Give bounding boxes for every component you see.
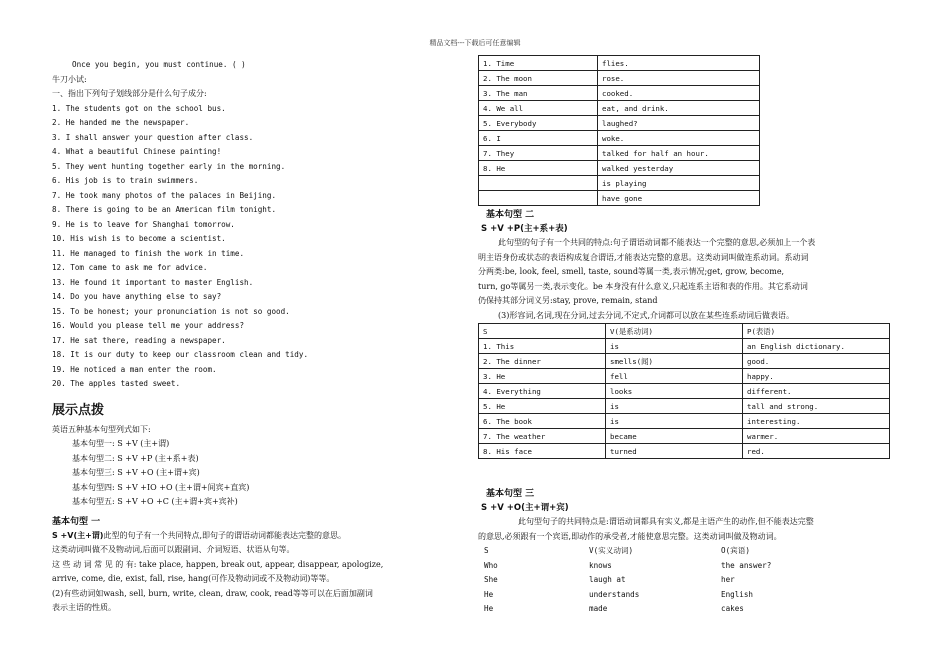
quiz-item: 4. What a beautiful Chinese painting! xyxy=(52,147,222,156)
pattern2-line: 分两类:be, look, feel, smell, taste, sound等属一类,表示情况;get, grow, become, xyxy=(478,267,785,276)
grid-cell: knows xyxy=(589,560,612,570)
table-cell: 3. He xyxy=(479,369,606,384)
quiz-list xyxy=(52,102,470,392)
quiz-item: 17. He sat there, reading a newspaper. xyxy=(52,335,226,345)
pattern3-line: 的意思,必须跟有一个宾语,即动作的承受者,才能使意思完整。这类动词叫做及物动词。 xyxy=(478,531,782,541)
table-cell: warmer. xyxy=(743,429,890,444)
quiz-item: 7. He took many photos of the palaces in Beijing. xyxy=(52,190,277,200)
pattern2-table xyxy=(478,323,890,459)
quiz-item: 1. The students got on the school bus. xyxy=(52,103,226,113)
pattern1-line: 表示主语的性质。 xyxy=(52,603,116,612)
pattern1-desc: 此型的句子有一个共同特点,即句子的谓语动词都能表达完整的意思。 xyxy=(103,530,347,540)
table-cell: 3. The man xyxy=(479,86,598,101)
pattern1-table xyxy=(478,55,760,206)
table-header-cell: P(表语) xyxy=(743,324,890,339)
grid-cell: Who xyxy=(484,560,498,570)
table-cell: an English dictionary. xyxy=(743,339,890,354)
grid-cell: the answer? xyxy=(721,560,772,570)
table-cell: 6. The book xyxy=(479,414,606,429)
pattern3-line: 此句型句子的共同特点是:谓语动词都具有实义,都是主语产生的动作,但不能表达完整 xyxy=(518,517,814,526)
quiz-item: 20. The apples tasted sweet. xyxy=(52,379,181,388)
pattern-item: 基本句型一: S +V (主+谓) xyxy=(72,439,170,448)
table-header-row xyxy=(479,324,890,339)
table-cell: walked yesterday xyxy=(598,161,760,176)
table-cell: 1. This xyxy=(479,339,606,354)
table-cell: smells(闻) xyxy=(606,354,743,369)
table-row xyxy=(479,131,760,146)
table-cell: interesting. xyxy=(743,414,890,429)
pattern1-line: (2)有些动词如wash, sell, burn, write, clean, draw, cook, read等等可以在后面加副词 xyxy=(52,588,373,598)
grid-cell: English xyxy=(721,589,754,599)
grid-header-cell: O(宾语) xyxy=(721,546,750,555)
quiz-item: 11. He managed to finish the work in time. xyxy=(52,248,245,258)
quiz-item: 16. Would you please tell me your address? xyxy=(52,321,245,330)
quiz-item: 19. He noticed a man enter the room. xyxy=(52,364,217,374)
table-row xyxy=(479,71,760,86)
table-row xyxy=(479,161,760,176)
quiz-item: 15. To be honest; your pronunciation is not so good. xyxy=(52,306,290,316)
table-row xyxy=(479,399,890,414)
table-cell: 2. The dinner xyxy=(479,354,606,369)
intro-sentence: Once you begin, you must continue. ( ) xyxy=(72,60,246,69)
table-row xyxy=(479,146,760,161)
quiz-instruction: 一、指出下列句子划线部分是什么句子成分: xyxy=(52,89,207,98)
pattern-list xyxy=(52,437,470,510)
table-cell: 5. He xyxy=(479,399,606,414)
pattern1-formula: S +V(主+谓) xyxy=(52,530,104,540)
table-cell: 5. Everybody xyxy=(479,116,598,131)
table-cell: is xyxy=(606,414,743,429)
table-cell: 8. He xyxy=(479,161,598,176)
table-cell: 8. His face xyxy=(479,444,606,459)
table-header-cell: S xyxy=(479,324,606,339)
table-cell: tall and strong. xyxy=(743,399,890,414)
section-title: 展示点拨 xyxy=(52,402,105,418)
page-header: 精品文档---下载后可任意编辑 xyxy=(429,39,521,47)
pattern1-line: 这 些 动 词 常 见 的 有: take place, happen, break out, appear, disappear, apologize, xyxy=(52,559,384,569)
grid-cell: made xyxy=(589,604,608,613)
quiz-item: 14. Do you have anything else to say? xyxy=(52,292,222,301)
table-cell: good. xyxy=(743,354,890,369)
table-cell: is xyxy=(606,399,743,414)
table-cell: became xyxy=(606,429,743,444)
grid-cell: her xyxy=(721,575,735,584)
grid-cell: He xyxy=(484,589,494,599)
table-row xyxy=(479,444,890,459)
pattern1-line: arrive, come, die, exist, fall, rise, hang(可作及物动词或不及物动词)等等。 xyxy=(52,574,335,583)
grid-cell: cakes xyxy=(721,604,744,613)
pattern3-example-grid xyxy=(478,544,890,617)
quiz-item: 8. There is going to be an American film tonight. xyxy=(52,205,277,214)
table-row xyxy=(479,116,760,131)
pattern2-line: 仍保持其部分词义另:stay, prove, remain, stand xyxy=(478,296,658,305)
pattern3-heading: 基本句型 三 xyxy=(486,489,535,499)
pattern-item: 基本句型四: S +V +IO +O (主+谓+间宾+直宾) xyxy=(72,482,250,492)
table-header-cell: V(是系动词) xyxy=(606,324,743,339)
patterns-intro: 英语五种基本句型列式如下: xyxy=(52,424,151,434)
quiz-item: 6. His job is to train swimmers. xyxy=(52,176,199,185)
pattern-item: 基本句型三: S +V +O (主+谓+宾) xyxy=(72,468,200,477)
pattern2-line: turn, go等属另一类,表示变化。be 本身没有什么意义,只起连系主语和表的作用。其它系动词 xyxy=(478,281,808,291)
grid-cell: understands xyxy=(589,589,640,599)
table-cell: 2. The moon xyxy=(479,71,598,86)
pattern2-line: 此句型的句子有一个共同的特点:句子谓语动词都不能表达一个完整的意思,必须加上一个表 xyxy=(498,238,816,247)
pattern2-line: (3)形容词,名词,现在分词,过去分词,不定式,介词都可以放在某些连系动词后做表语。 xyxy=(498,310,795,320)
pattern1-line: 这类动词叫做不及物动词,后面可以跟副词、介词短语、状语从句等。 xyxy=(52,545,295,554)
table-cell: 6. I xyxy=(479,131,598,146)
pattern3-formula: S +V +O(主+谓+宾) xyxy=(481,503,569,513)
quiz-item: 3. I shall answer your question after class. xyxy=(52,132,254,142)
table-cell: cooked. xyxy=(598,86,760,101)
table-cell: rose. xyxy=(598,71,760,86)
quiz-item: 18. It is our duty to keep our classroom clean and tidy. xyxy=(52,350,309,359)
table-row xyxy=(479,56,760,71)
table-row xyxy=(479,354,890,369)
table-cell: 4. Everything xyxy=(479,384,606,399)
table-cell: is xyxy=(606,339,743,354)
grid-header-cell: V(实义动词) xyxy=(589,546,634,555)
pattern2-heading: 基本句型 二 xyxy=(486,210,535,220)
table-cell: talked for half an hour. xyxy=(598,146,760,161)
table-row xyxy=(479,384,890,399)
pattern2-formula: S +V +P(主+系+表) xyxy=(481,224,568,234)
table-cell: 7. They xyxy=(479,146,598,161)
quiz-item: 10. His wish is to become a scientist. xyxy=(52,234,226,243)
pattern2-line: 明主语身份或状态的表语构成复合谓语,才能表达完整的意思。这类动词叫做连系动词。系动词 xyxy=(478,252,809,262)
pattern2-section xyxy=(478,208,890,617)
table-cell xyxy=(479,176,598,191)
table-row xyxy=(479,101,760,116)
table-cell: different. xyxy=(743,384,890,399)
table-row xyxy=(479,191,760,206)
table-cell: woke. xyxy=(598,131,760,146)
table-cell: have gone xyxy=(598,191,760,206)
table-cell: is playing xyxy=(598,176,760,191)
grid-cell: laugh at xyxy=(589,575,626,584)
pattern1-heading: 基本句型 一 xyxy=(52,516,101,527)
table-cell: red. xyxy=(743,444,890,459)
table-row xyxy=(479,429,890,444)
table-row xyxy=(479,339,890,354)
table-cell: 1. Time xyxy=(479,56,598,71)
quiz-item: 13. He found it important to master English. xyxy=(52,277,254,287)
quiz-item: 2. He handed me the newspaper. xyxy=(52,118,190,127)
table-cell: fell xyxy=(606,369,743,384)
table-cell: looks xyxy=(606,384,743,399)
table-cell xyxy=(479,191,598,206)
table-row xyxy=(479,414,890,429)
pattern-item: 基本句型二: S +V +P (主+系+表) xyxy=(72,453,199,463)
left-column xyxy=(52,58,470,616)
quiz-item: 12. Tom came to ask me for advice. xyxy=(52,263,208,272)
table-cell: laughed? xyxy=(598,116,760,131)
table-cell: flies. xyxy=(598,56,760,71)
quiz-item: 5. They went hunting together early in the morning. xyxy=(52,161,286,171)
table-cell: happy. xyxy=(743,369,890,384)
table-cell: 7. The weather xyxy=(479,429,606,444)
table-row xyxy=(479,369,890,384)
grid-cell: She xyxy=(484,575,498,584)
grid-header-cell: S xyxy=(484,546,489,555)
table-cell: turned xyxy=(606,444,743,459)
table-cell: 4. We all xyxy=(479,101,598,116)
table-row xyxy=(479,86,760,101)
right-column xyxy=(478,55,845,617)
table-cell: eat, and drink. xyxy=(598,101,760,116)
pattern1-formula-line xyxy=(52,529,470,544)
quiz-title: 牛刀小试: xyxy=(52,74,87,84)
table-row xyxy=(479,176,760,191)
quiz-item: 9. He is to leave for Shanghai tomorrow. xyxy=(52,219,235,229)
pattern-item: 基本句型五: S +V +O +C (主+谓+宾+宾补) xyxy=(72,497,238,506)
grid-cell: He xyxy=(484,604,494,613)
